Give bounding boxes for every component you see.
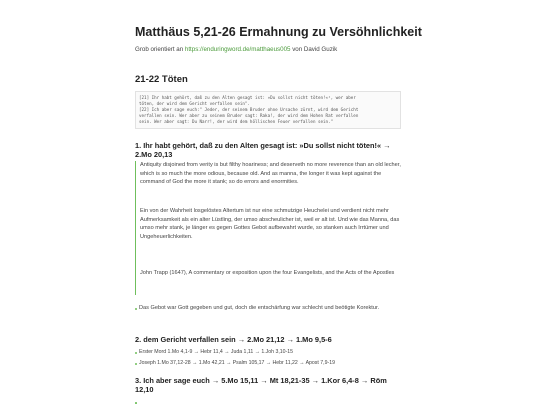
list-item xyxy=(135,349,293,355)
source-link[interactable]: https://enduringword.de/matthaeus005 xyxy=(184,46,291,53)
source-note-prefix: Grob orientiert an xyxy=(135,46,185,53)
quote-source: John Trapp (1647), A commentary or exposition upon the four Evangelists, and the Acts of the Apostles xyxy=(140,270,395,276)
bullet-icon xyxy=(135,308,137,310)
point3-heading: 3. Ich aber sage euch → 5.Mo 15,11 → Mt 18,21-35 → 1.Kor 6,4-8 → Röm 12,10 xyxy=(135,376,387,394)
point1-heading: 1. Ihr habt gehört, daß zu den Alten gesagt ist: »Du sollst nicht töten!« → 2.Mo 20,13 xyxy=(135,141,391,159)
list-item xyxy=(135,360,335,366)
list-item-text: Das Gebot war Gott gegeben und gut, doch die entschärfung war schlecht und beötigte Korektur. xyxy=(139,305,380,311)
source-note-suffix: von David Guzik xyxy=(290,46,338,53)
page-title: Matthäus 5,21-26 Ermahnung zu Versöhnlichkeit xyxy=(135,25,422,39)
code-line: [22] Ich aber sage euch:" Jeder, der seinem Bruder ohne Ursache zürnt, wird dem Gericht xyxy=(139,107,359,112)
source-note xyxy=(135,46,337,53)
quote-english: Antiquity disjoined from verity is but filthy hoariness; and deserveth no more reverence than an old lecher, which is so much the more odious, because old. And as manna, the longer it was kept against the command of God the more it stank; so do errors and enormities. xyxy=(140,162,401,186)
code-line: verfallen sein. Wer aber zu seinem Bruder sagt: Raka!, der wird dem Hohen Rat verfallen xyxy=(139,113,359,118)
scripture-code-block xyxy=(135,91,401,129)
blockquote xyxy=(135,161,407,295)
bullet-icon xyxy=(135,402,137,404)
list-item xyxy=(135,304,407,313)
bullet-icon xyxy=(135,352,137,354)
quote-german: Ein von der Wahrheit losgelöstes Altertum ist nur eine schmutzige Heuchelei und verdient nicht mehr Aufmerksamkeit als ein alter Lüstling, der umso abscheulicher ist, weil er alt ist. Und wie das Manna, das umso mehr stank, je länger es gegen Gottes Gebot aufbewahrt wurde, so stanken auch Irrtümer und Ungeheuerlichkeiten. xyxy=(140,208,400,240)
reference-line: Erster Mord 1.Mo 4,1-9 → Hebr 11,4 → Juda 1,11 → 1.Joh 3,10-15 xyxy=(139,349,294,355)
code-line: sein. Wer aber sagt: Du Narr!, der wird dem höllischen Feuer verfallen sein." xyxy=(139,119,334,124)
point2-heading: 2. dem Gericht verfallen sein → 2.Mo 21,12 → 1.Mo 9,5-6 xyxy=(135,335,332,344)
code-line: töten, der wird dem Gericht verfallen sein". xyxy=(139,101,250,106)
bullet-icon xyxy=(135,363,137,365)
section-heading: 21-22 Töten xyxy=(135,74,188,85)
code-line: [21] Ihr habt gehört, daß zu den Alten gesagt ist: »Du sollst nicht töten!«¹, wer aber xyxy=(139,95,356,100)
reference-line: Joseph 1.Mo 37,12-28 → 1.Mo 42,21 → Psalm 105,17 → Hebr 11,22 → Apost 7,9-19 xyxy=(139,360,335,366)
